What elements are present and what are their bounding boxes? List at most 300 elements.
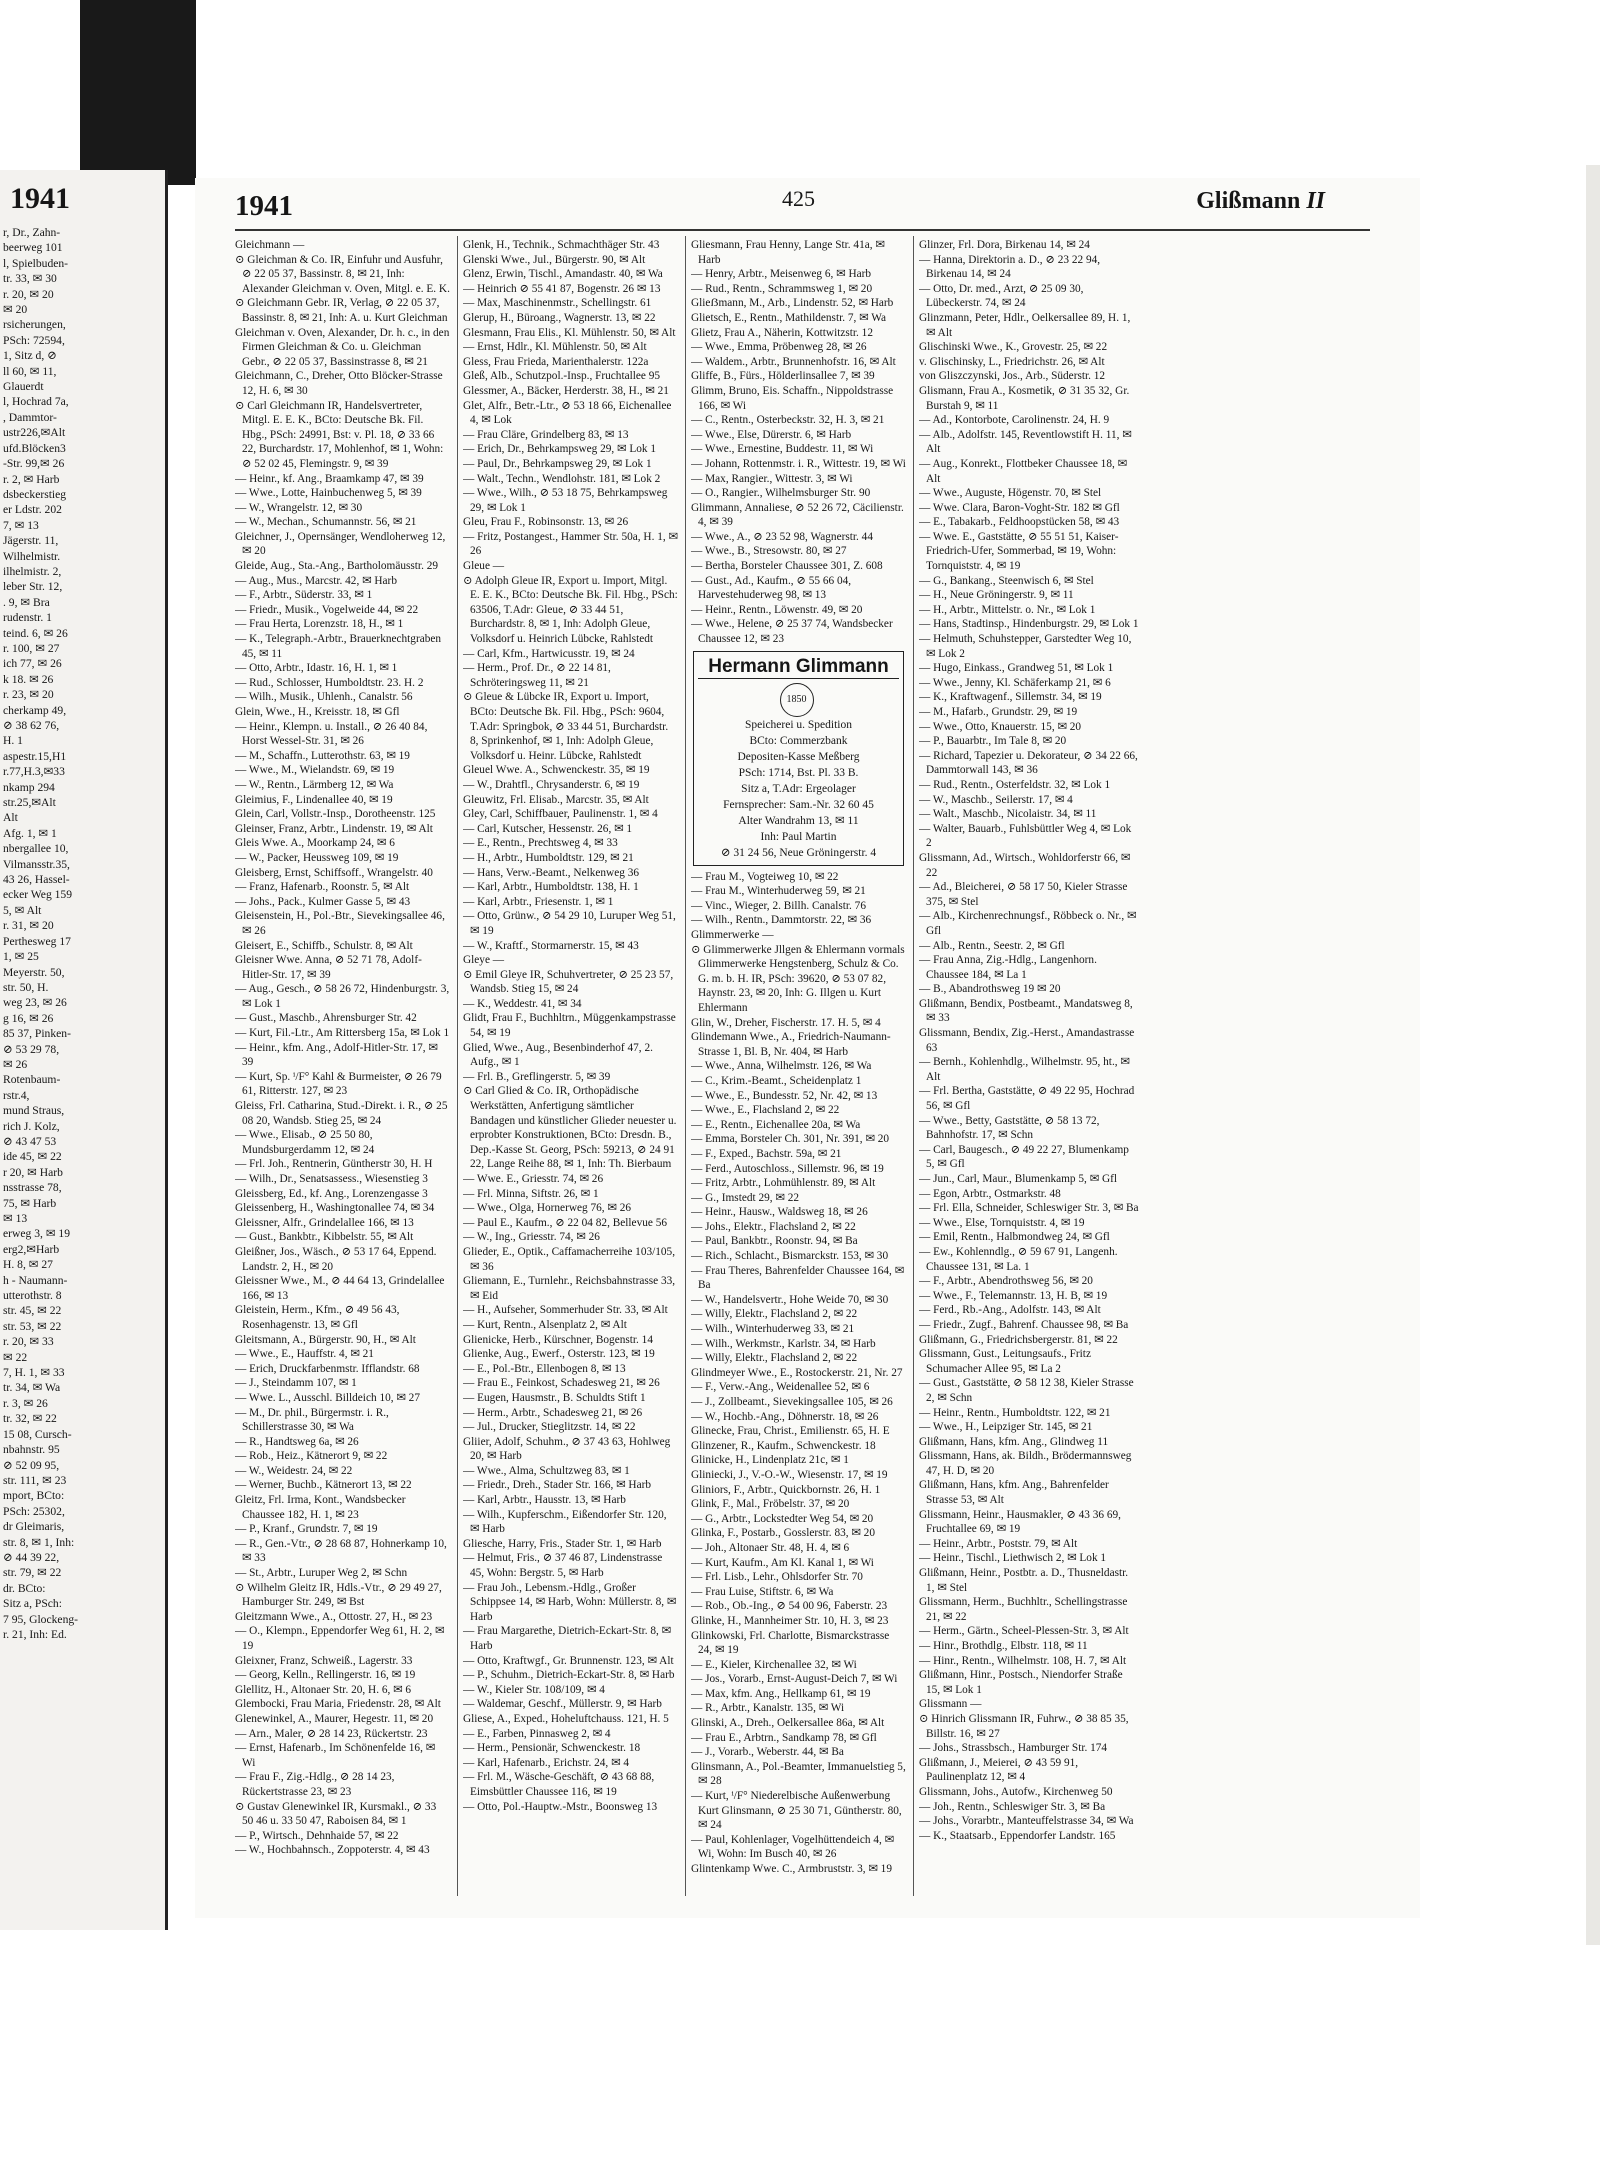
directory-entry: — Heinr., Hausw., Waldsweg 18, ✉ 26 [691,1206,868,1219]
directory-entry: — Heinrich ⊘ 55 41 87, Bogenstr. 26 ✉ 13 [463,282,661,295]
scan-black-margin [80,0,196,185]
directory-entry: Glinzmann, Peter, Hdlr., Oelkersallee 89, H. 1, ✉ Alt [919,311,1131,339]
directory-entry: Gliese, A., Exped., Hoheluftchauss. 121, H. 5 [463,1712,669,1725]
directory-entry: — Arn., Maler, ⊘ 28 14 23, Rückertstr. 23 [235,1727,428,1740]
directory-entry: Gleitsmann, A., Bürgerstr. 90, H., ✉ Alt [235,1333,416,1346]
directory-entry: — Fritz, Arbtr., Lohmühlenstr. 89, ✉ Alt [691,1177,876,1190]
directory-entry: Gleissner, Alfr., Grindelallee 166, ✉ 13 [235,1216,414,1229]
directory-entry: — Henry, Arbtr., Meisenweg 6, ✉ Harb [691,268,872,281]
directory-entry: — Ad., Kontorbote, Carolinenstr. 24, H. 9 [919,414,1110,427]
advertisement-line: Fernsprecher: Sam.-Nr. 32 60 45 [723,798,874,811]
directory-entry: — Wwe., Anna, Wilhelmstr. 126, ✉ Wa [691,1060,872,1073]
previous-page-line: str.25,✉Alt [3,796,56,810]
directory-entry: Glißmann, Hinr., Postsch., Niendorfer Straße 15, ✉ Lok 1 [919,1669,1123,1696]
directory-entry: Glet, Alfr., Betr.-Ltr., ⊘ 53 18 66, Eichenallee 4, ✉ Lok [463,399,672,427]
directory-entry: — Herm., Pensionär, Schwenckestr. 18 [463,1742,641,1755]
previous-page-line: Perthesweg 17 [3,934,71,948]
directory-entry: — Frau M., Vogteiweg 10, ✉ 22 [691,870,839,883]
directory-entry: Gleisenstein, H., Pol.-Btr., Sievekingsallee 46, ✉ 26 [235,910,445,937]
directory-entry: Gleissner Wwe., M., ⊘ 44 64 13, Grindelallee 166, ✉ 13 [235,1275,445,1302]
directory-entry: — P., Schuhm., Dietrich-Eckart-Str. 8, ✉ Harb [463,1669,675,1682]
directory-entry: — Johs., Strassbsch., Hamburger Str. 174 [919,1742,1108,1755]
directory-entry: — K., Weddestr. 41, ✉ 34 [463,997,582,1010]
directory-entry: ⊙ Wilhelm Gleitz IR, Hdls.-Vtr., ⊘ 29 49 27, Hamburger Str. 249, ✉ Bst [235,1581,442,1609]
directory-entry: Glinecke, Frau, Christ., Emilienstr. 65, H. E [691,1425,890,1438]
directory-entry: ⊙ Gleue & Lübcke IR, Export u. Import, BCto: Deutsche Bk. Fil. Hbg., PSch: 9604, T.Adr: Springbok, ⊘ 33 44 51, Burchardstr. 8, Sprinkenhof, ✉ 1, Inh: Adolph Gleue, Volksdorf u. Heinr. Lübcke, Rahlstedt [463,691,669,762]
directory-entry: Gleinser, Franz, Arbtr., Lindenstr. 19, ✉ Alt [235,822,433,835]
directory-entry: — Joh., Rentn., Schleswiger Str. 3, ✉ Ba [919,1800,1106,1813]
directory-entry: — Wwe., M., Wielandstr. 69, ✉ 19 [235,764,395,777]
directory-entry: Gleichmann, C., Dreher, Otto Blöcker-Strasse 12, H. 6, ✉ 30 [235,370,443,397]
directory-entry: Glißmann, Hans, kfm. Ang., Bahrenfelder Strasse 53, ✉ Alt [919,1479,1109,1507]
directory-entry: ⊙ Carl Glied & Co. IR, Orthopädische Werkstätten, Anfertigung sämtlicher Bandagen und künstlicher Glieder neuester u. erprobter Konstruktionen, BCto: Dresdn. B., Dep.-Kasse St. Georg, PSch: 59213, ⊘ 24 91 22, Lange Reihe 88, ✉ 1, Inh: Th. Bierbaum [463,1085,677,1171]
directory-entry: Glenewinkel, A., Maurer, Hegestr. 11, ✉ 20 [235,1712,434,1725]
directory-entry: — Ferd., Autoschloss., Sillemstr. 96, ✉ 19 [691,1162,884,1175]
directory-entry: — Rich., Schlacht., Bismarckstr. 153, ✉ 30 [691,1250,889,1263]
directory-entry: — M., Dr. phil., Bürgermstr. i. R., Schillerstrasse 30, ✉ Wa [235,1406,389,1434]
previous-page-line: ✉ 22 [3,1350,28,1364]
previous-page-line: nbergallee 10, [3,842,69,856]
directory-entry: — Wilh., Musik., Uhlenh., Canalstr. 56 [235,691,413,704]
directory-entry: — W., Hochbahnsch., Zoppoterstr. 4, ✉ 43 [235,1844,430,1857]
directory-entry: — W., Ing., Griesstr. 74, ✉ 26 [463,1231,600,1244]
directory-entry: — Ernst, Hdlr., Kl. Mühlenstr. 50, ✉ Alt [463,341,647,354]
directory-entry: Gleimius, F., Lindenallee 40, ✉ 19 [235,793,393,806]
directory-entry: — E., Kieler, Kirchenallee 32, ✉ Wi [691,1658,857,1671]
directory-entry: Glimmerwerke — [691,929,774,941]
directory-entry: — Emma, Borsteler Ch. 301, Nr. 391, ✉ 20 [691,1133,890,1146]
previous-page-line: Sitz a, PSch: [3,1597,62,1611]
directory-entry: — Wilh., Rentn., Dammtorstr. 22, ✉ 36 [691,914,872,927]
directory-entry: — Frau Joh., Lebensm.-Hdlg., Großer Schippsee 14, ✉ Harb, Wohn: Müllerstr. 8, ✉ Harb [463,1581,677,1623]
directory-entry: — Paul, Kohlenlager, Vogelhüttendeich 4, ✉ Wi, Wohn: Im Busch 40, ✉ 26 [691,1833,895,1861]
directory-entry: — H., Aufseher, Sommerhuder Str. 33, ✉ Alt [463,1304,668,1317]
directory-entry: — E., Tabakarb., Feldhoopstücken 58, ✉ 43 [919,516,1120,529]
column-divider [457,236,458,1896]
directory-entry: — Hugo, Einkass., Grandweg 51, ✉ Lok 1 [919,662,1114,675]
previous-page-line: str. 53, ✉ 22 [3,1319,62,1333]
previous-page-line: ⊘ 52 09 95, [3,1458,60,1472]
directory-entry: — Karl, Arbtr., Humboldtstr. 138, H. 1 [463,881,639,894]
directory-entry: Gleistein, Herm., Kfm., ⊘ 49 56 43, Rosenhagenstr. 13, ✉ Gfl [235,1304,400,1331]
directory-entry: Gleissenberg, H., Washingtonallee 74, ✉ 34 [235,1202,435,1215]
directory-entry: — Wwe. L., Ausschl. Billdeich 10, ✉ 27 [235,1391,420,1404]
directory-entry: — Heinr., kf. Ang., Braamkamp 47, ✉ 39 [235,472,424,485]
directory-entry: — Karl, Arbtr., Hausstr. 13, ✉ Harb [463,1494,626,1507]
previous-page-line: -Str. 99,✉ 26 [3,457,65,471]
directory-entry: — Wwe., E., Bundesstr. 52, Nr. 42, ✉ 13 [691,1089,878,1102]
directory-entry: Glidt, Frau F., Buchhltrn., Müggenkampstrasse 54, ✉ 19 [463,1012,676,1040]
directory-entry: — Emil, Rentn., Halbmondweg 24, ✉ Gfl [919,1231,1110,1244]
previous-page-line: erweg 3, ✉ 19 [3,1227,71,1241]
directory-entry: — E., Pol.-Btr., Ellenbogen 8, ✉ 13 [463,1362,626,1375]
previous-page-line: mport, BCto: [3,1489,65,1503]
column-divider [913,236,914,1896]
advertisement-line: Inh: Paul Martin [760,830,837,843]
directory-entry: — W., Maschb., Seilerstr. 17, ✉ 4 [919,793,1073,806]
header-rule [235,229,1370,231]
advertisement-title: Hermann Glimmann [698,656,899,679]
directory-entry: — Ad., Bleicherei, ⊘ 58 17 50, Kieler Strasse 375, ✉ Stel [919,881,1128,908]
directory-entry: Glenk, H., Technik., Schmachthäger Str. 43 [463,239,660,251]
directory-entry: — Paul E., Kaufm., ⊘ 22 04 82, Bellevue 56 [463,1216,667,1229]
previous-page-line: nsstrasse 78, [3,1181,62,1195]
directory-entry: — Friedr., Zugf., Bahrenf. Chaussee 98, ✉ Ba [919,1318,1129,1331]
previous-page-line: r. 21, Inh: Ed. [3,1627,67,1641]
directory-entry: Glismann, Frau A., Kosmetik, ⊘ 31 35 32, Gr. Burstah 9, ✉ 11 [919,384,1130,412]
directory-entry: Glimmann, Annaliese, ⊘ 52 26 72, Cäcilienstr. 4, ✉ 39 [691,501,904,529]
directory-entry: — Rud., Rentn., Osterfeldstr. 32, ✉ Lok 1 [919,778,1111,791]
previous-page-line: l, Hochrad 7a, [3,395,69,409]
previous-page-line: 85 37, Pinken- [3,1027,71,1041]
previous-page-line: r. 2, ✉ Harb [3,472,60,486]
directory-entry: — R., Gen.-Vtr., ⊘ 28 68 87, Hohnerkamp 10, ✉ 33 [235,1537,447,1565]
previous-page-line: Vilmansstr.35, [3,857,70,871]
directory-entry: Glißmann, Heinr., Postbtr. a. D., Thusneldastr. 1, ✉ Stel [919,1567,1129,1594]
directory-entry: — Wwe., Jenny, Kl. Schäferkamp 21, ✉ 6 [919,676,1111,689]
directory-entry: — K., Staatsarb., Eppendorfer Landstr. 165 [919,1829,1116,1842]
directory-entry: — Max, Rangier., Wittestr. 3, ✉ Wi [691,472,853,485]
directory-entry: — Vinc., Wieger, 2. Billh. Canalstr. 76 [691,899,866,912]
previous-page-year: 1941 [10,182,70,215]
directory-entry: — C., Rentn., Osterbeckstr. 32, H. 3, ✉ 21 [691,414,885,427]
directory-entry: — W., Packer, Heussweg 109, ✉ 19 [235,851,399,864]
directory-entry: — H., Arbtr., Humboldtstr. 129, ✉ 21 [463,851,634,864]
directory-entry: — Frau Margarethe, Dietrich-Eckart-Str. 8, ✉ Harb [463,1625,672,1652]
previous-page-line: r. 23, ✉ 20 [3,688,54,702]
previous-page-line: ✉ 20 [3,303,28,317]
directory-entry: Glissmann, Johs., Autofw., Kirchenweg 50 [919,1785,1113,1798]
directory-entry: — Otto, Dr. med., Arzt, ⊘ 25 09 30, Lübeckerstr. 74, ✉ 24 [919,282,1084,310]
directory-entry: — Kurt, Fil.-Ltr., Am Rittersberg 15a, ✉ Lok 1 [235,1027,450,1040]
directory-entry: Glinski, A., Dreh., Oelkersallee 86a, ✉ Alt [691,1717,885,1730]
directory-entry: — Wilh., Dr., Senatsassess., Wiesenstieg 3 [235,1173,428,1185]
directory-entry: Glissmann, Gust., Leitungsaufs., Fritz Schumacher Allee 95, ✉ La 2 [919,1348,1091,1375]
directory-column-4 [919,238,1139,1893]
previous-page-line: teind. 6, ✉ 26 [3,626,68,640]
previous-page-line: ⊘ 43 47 53 [3,1134,57,1148]
directory-entry: — F., Arbtr., Süderstr. 33, ✉ 1 [235,589,373,602]
previous-page-line: nkamp 294 [3,780,55,794]
previous-page-line: Wilhelmistr. [3,549,61,563]
directory-entry: Glembocki, Frau Maria, Friedenstr. 28, ✉ Alt [235,1698,441,1711]
directory-entry: — O., Rangier., Wilhelmsburger Str. 90 [691,487,871,500]
directory-entry: — Franz, Hafenarb., Roonstr. 5, ✉ Alt [235,881,410,894]
previous-page-line: ecker Weg 159 [3,888,73,902]
directory-entry: — Johann, Rottenmstr. i. R., Wittestr. 19, ✉ Wi [691,457,906,470]
directory-entry: Gleissberg, Ed., kf. Ang., Lorenzengasse 3 [235,1187,428,1200]
directory-entry: — Kurt, Sp. ⁱ/F° Kahl & Burmeister, ⊘ 26 79 61, Ritterstr. 127, ✉ 23 [235,1070,442,1098]
advertisement-line: PSch: 1714, Bst. Pl. 33 B. [738,766,859,779]
directory-entry: — Friedr., Musik., Vogelweide 44, ✉ 22 [235,603,419,616]
previous-page-line: r. 100, ✉ 27 [3,641,60,655]
directory-entry: — G., Imstedt 29, ✉ 22 [691,1191,799,1204]
previous-page-line: tr. 33, ✉ 30 [3,272,57,286]
previous-page-line: r, Dr., Zahn- [3,226,61,239]
previous-page-line: k 18. ✉ 26 [3,672,54,686]
directory-entry: — Wwe., Wilh., ⊘ 53 18 75, Behrkampsweg 29, ✉ Lok 1 [463,487,668,514]
directory-entry: — Wilh., Werkmstr., Karlstr. 34, ✉ Harb [691,1337,876,1350]
directory-entry: — O., Klempn., Eppendorfer Weg 61, H. 2, ✉ 19 [235,1625,445,1652]
directory-entry: — Aug., Mus., Marcstr. 42, ✉ Harb [235,574,397,587]
directory-entry: ⊙ Adolph Gleue IR, Export u. Import, Mitgl. E. E. K., BCto: Deutsche Bk. Fil. Hbg., PSch: 63506, T.Adr: Gleue, ⊘ 33 44 51, Burchardstr. 8, ✉ 1, Inh: Adolph Gleue, Volksdorf u. Heinrich Lübcke, Rahlstedt [463,574,678,646]
directory-entry: — Ferd., Rb.-Ang., Adolfstr. 143, ✉ Alt [919,1304,1101,1317]
previous-page-line: Afg. 1, ✉ 1 [3,826,57,840]
directory-entry: — K., Telegraph.-Arbtr., Brauerknechtgraben 45, ✉ 11 [235,633,442,660]
directory-entry: Gleiss, Frl. Catharina, Stud.-Direkt. i. R., ⊘ 25 08 20, Wandsb. Stieg 25, ✉ 24 [235,1100,448,1127]
directory-entry: — K., Kraftwagenf., Sillemstr. 34, ✉ 19 [919,691,1102,704]
directory-entry: Glinkowski, Frl. Charlotte, Bismarckstrasse 24, ✉ 19 [691,1629,890,1657]
directory-entry: — Waldemar, Geschf., Müllerstr. 9, ✉ Harb [463,1698,662,1711]
previous-page-line: Jägerstr. 11, [3,534,59,548]
directory-entry: — Alb., Adolfstr. 145, Reventlowstift H. 11, ✉ Alt [919,428,1132,456]
previous-page-line: h - Naumann- [3,1273,68,1287]
directory-entry: Glellitz, H., Altonaer Str. 20, H. 6, ✉ 6 [235,1683,412,1696]
directory-entry: — Wwe., Emma, Pröbenweg 28, ✉ 26 [691,341,867,354]
previous-page-line: beerweg 101 [3,241,63,255]
previous-page-line: ✉ 26 [3,1057,28,1071]
previous-page-line: tr. 32, ✉ 22 [3,1412,57,1426]
directory-entry: — Frau Herta, Lorenzstr. 18, H., ✉ 1 [235,618,404,631]
directory-entry: Glenz, Erwin, Tischl., Amandastr. 40, ✉ Wa [463,268,663,281]
directory-entry: — Wwe., Ernestine, Buddestr. 11, ✉ Wi [691,443,874,456]
directory-entry: — Frau Anna, Zig.-Hdlg., Langenhorn. Chaussee 184, ✉ La 1 [919,954,1097,981]
previous-page-line: str. 79, ✉ 22 [3,1566,62,1580]
directory-entry: — Wwe., Lotte, Hainbuchenweg 5, ✉ 39 [235,487,422,500]
directory-entry: Glissmann, Bendix, Zig.-Herst., Amandastrasse 63 [919,1027,1135,1054]
previous-page-line: ilhelmistr. 2, [3,564,62,578]
directory-entry: Glink, F., Mal., Fröbelstr. 37, ✉ 20 [691,1498,850,1511]
directory-entry: — P., Bauarbtr., Im Tale 8, ✉ 20 [919,735,1067,748]
directory-entry: Glindemann Wwe., A., Friedrich-Naumann-Strasse 1, Bl. B, Nr. 404, ✉ Harb [691,1031,891,1058]
previous-page-line: str. 45, ✉ 22 [3,1304,62,1318]
directory-entry: — Wilh., Kupferschm., Eißendorfer Str. 120, ✉ Harb [463,1508,667,1536]
directory-entry: — Rob., Heiz., Kätnerort 9, ✉ 22 [235,1450,388,1463]
previous-page-line: weg 23, ✉ 26 [3,996,67,1010]
directory-entry: — Eugen, Hausmstr., B. Schuldts Stift 1 [463,1391,646,1404]
directory-entry: — W., Kieler Str. 108/109, ✉ 4 [463,1683,605,1696]
directory-entry: Glienke, Aug., Ewerf., Osterstr. 123, ✉ 19 [463,1348,655,1361]
directory-page [195,178,1420,1918]
previous-page-line: nbahnstr. 95 [3,1443,60,1457]
directory-entry: Gleichman v. Oven, Alexander, Dr. h. c., in den Firmen Gleichman & Co. u. Gleichman Gebr., ⊘ 22 05 37, Bassinstrasse 8, ✉ 21 [235,326,450,368]
directory-entry: — F., Exped., Bachstr. 59a, ✉ 21 [691,1147,842,1160]
directory-entry: Glißmann, Hans, kfm. Ang., Glindweg 11 [919,1435,1109,1448]
previous-page-line: rich J. Kolz, [3,1119,60,1133]
directory-entry: — Ernst, Hafenarb., Im Schönenfelde 16, ✉ Wi [235,1742,436,1769]
directory-entry: Gleß, Alb., Schutzpol.-Insp., Fruchtallee 95 [463,370,661,383]
directory-entry: von Gliszczynski, Jos., Arb., Süderstr. 12 [919,370,1106,383]
previous-page-line: . 9, ✉ Bra [3,595,50,609]
directory-entry: — Frau Theres, Bahrenfelder Chaussee 164, ✉ Ba [691,1264,905,1292]
directory-entry: — Jos., Vorarb., Ernst-August-Deich 7, ✉ Wi [691,1673,898,1686]
directory-entry: — Frl. Joh., Rentnerin, Güntherstr 30, H. H [235,1158,433,1171]
directory-entry: — Fritz, Postangest., Hammer Str. 50a, H. 1, ✉ 26 [463,530,678,558]
directory-entry: — Rud., Schlosser, Humboldtstr. 23. H. 2 [235,676,424,689]
directory-entry: — Walter, Bauarb., Fuhlsbüttler Weg 4, ✉ Lok 2 [919,822,1132,850]
directory-entry: — Gust., Bankbtr., Kibbelstr. 55, ✉ Alt [235,1231,414,1244]
directory-entry: — J., Zollbeamt., Sievekingsallee 105, ✉ 26 [691,1396,893,1408]
directory-entry: Gleuwitz, Frl. Elisab., Marcstr. 35, ✉ Alt [463,793,649,806]
advertisement-line: BCto: Commerzbank [749,734,848,747]
previous-page-line: rudenstr. 1 [3,611,52,625]
directory-entry: — Carl, Baugesch., ⊘ 49 22 27, Blumenkamp 5, ✉ Gfl [919,1143,1129,1171]
directory-entry: — Erich, Dr., Behrkampsweg 29, ✉ Lok 1 [463,443,657,456]
previous-page-line: ⊘ 44 39 22, [3,1550,60,1564]
directory-entry: — Heinr., Rentn., Löwenstr. 49, ✉ 20 [691,603,863,616]
directory-entry: Gliniors, F., Arbtr., Quickbornstr. 26, H. 1 [691,1483,881,1496]
directory-entry: — B., Abandrothsweg 19 ✉ 20 [919,983,1061,996]
directory-entry: Glimm, Bruno, Eis. Schaffn., Nippoldstrasse 166, ✉ Wi [691,384,894,412]
directory-entry: — Karl, Arbtr., Friesenstr. 1, ✉ 1 [463,895,614,908]
directory-entry: Glied, Wwe., Aug., Besenbinderhof 47, 2. Aufg., ✉ 1 [463,1041,653,1069]
directory-entry: — Hans, Stadtinsp., Hindenburgstr. 29, ✉ Lok 1 [919,618,1139,631]
directory-entry: ⊙ Glimmerwerke Jllgen & Ehlermann vormals Glimmerwerke Hengstenberg, Schulz & Co. G. m. b. H. IR, PSch: 39620, ⊘ 53 07 82, Haynstr. 23, ✉ 20, Inh: G. Illgen u. Kurt Ehlermann [691,943,905,1014]
directory-entry: Gleitz, Frl. Irma, Kont., Wandsbecker Chaussee 182, H. 1, ✉ 23 [235,1494,406,1521]
previous-page-line: g 16, ✉ 26 [3,1011,54,1025]
previous-page-line: r 20, ✉ Harb [3,1165,63,1179]
directory-entry: — Wwe. Clara, Baron-Voght-Str. 182 ✉ Gfl [919,501,1120,514]
directory-entry: — Herm., Gärtn., Scheel-Plessen-Str. 3, ✉ Alt [919,1625,1129,1638]
directory-entry: — W., Drahtfl., Chrysanderstr. 6, ✉ 19 [463,778,640,791]
directory-entry: — W., Rentn., Lärmberg 12, ✉ Wa [235,778,394,791]
directory-entry: — Wwe. E., Griesstr. 74, ✉ 26 [463,1173,604,1185]
directory-entry: — Kurt, ⁱ/F° Niederelbische Außenwerbung Kurt Glinsmann, ⊘ 25 30 71, Güntherstr. 80, ✉ 24 [691,1790,902,1832]
page-year: 1941 [235,190,293,222]
directory-entry: — Johs., Vorarbtr., Manteuffelstrasse 34, ✉ Wa [919,1815,1134,1828]
directory-entry: Gless, Frau Frieda, Marienthalerstr. 122a [463,355,649,368]
directory-entry: — Jun., Carl, Maur., Blumenkamp 5, ✉ Gfl [919,1173,1118,1185]
directory-entry: — Hinr., Rentn., Wilhelmstr. 108, H. 7, ✉ Alt [919,1654,1127,1667]
advertisement-line: Speicherei u. Spedition [745,718,852,731]
directory-entry: — Hanna, Direktorin a. D., ⊘ 23 22 94, Birkenau 14, ✉ 24 [919,253,1101,281]
scan-right-edge [1586,165,1600,1945]
previous-page-line: dr Gleimaris, [3,1520,65,1534]
directory-entry: Glin, W., Dreher, Fischerstr. 17. H. 5, ✉ 4 [691,1016,881,1029]
directory-entry: — R., Handtsweg 6a, ✉ 26 [235,1435,359,1448]
advertisement-line: Sitz a, T.Adr: Ergeolager [741,782,856,795]
directory-entry: — M., Hafarb., Grundstr. 29, ✉ 19 [919,706,1078,718]
directory-entry: — W., Wrangelstr. 12, ✉ 30 [235,501,363,514]
directory-entry: — Wwe., Otto, Knauerstr. 15, ✉ 20 [919,720,1082,733]
previous-page-line: Glauerdt [3,380,44,394]
previous-page-line: 75, ✉ Harb [3,1196,57,1210]
directory-entry: — Aug., Gesch., ⊘ 58 26 72, Hindenburgstr. 3, ✉ Lok 1 [235,983,450,1010]
directory-entry: — Aug., Konrekt., Flottbeker Chaussee 18, ✉ Alt [919,457,1128,485]
directory-entry: Gleißner, Jos., Wäsch., ⊘ 53 17 64, Eppend. Landstr. 2, H., ✉ 20 [235,1245,437,1273]
directory-entry: Gliesche, Harry, Fris., Stader Str. 1, ✉ Harb [463,1537,662,1550]
directory-entry: Gleu, Frau F., Robinsonstr. 13, ✉ 26 [463,516,629,529]
advertisement-line: ⊘ 31 24 56, Neue Gröningerstr. 4 [720,846,877,859]
running-title [1196,188,1325,215]
directory-entry: — E., Rentn., Prechtsweg 4, ✉ 33 [463,837,618,850]
directory-entry: Glinke, H., Mannheimer Str. 10, H. 3, ✉ 23 [691,1614,889,1627]
directory-entry: — Frau E., Feinkost, Schadesweg 21, ✉ 26 [463,1377,660,1390]
directory-entry: Gliier, Adolf, Schuhm., ⊘ 37 43 63, Hohlweg 20, ✉ Harb [463,1435,671,1463]
directory-entry: Gliffe, B., Fürs., Hölderlinsallee 7, ✉ 39 [691,370,875,383]
directory-entry: — Johs., Elektr., Flachsland 2, ✉ 22 [691,1220,856,1233]
directory-entry: — Egon, Arbtr., Ostmarkstr. 48 [919,1187,1061,1200]
directory-entry: — Otto, Grünw., ⊘ 54 29 10, Luruper Weg 51, ✉ 19 [463,910,676,937]
directory-entry: Glinzener, R., Kaufm., Schwenckestr. 18 [691,1439,876,1452]
directory-entry: — Wwe., Alma, Schultzweg 83, ✉ 1 [463,1464,630,1477]
directory-entry: — F., Verw.-Ang., Weidenallee 52, ✉ 6 [691,1381,870,1394]
directory-entry: — Hans, Verw.-Beamt., Nelkenweg 36 [463,866,640,879]
directory-entry: — Frl. B., Greflingerstr. 5, ✉ 39 [463,1070,611,1083]
directory-entry: — P., Wirtsch., Dehnhaide 57, ✉ 22 [235,1829,399,1842]
directory-entry: — Bertha, Borsteler Chaussee 301, Z. 608 [691,560,883,573]
directory-entry: Glischinski Wwe., K., Grovestr. 25, ✉ 22 [919,341,1108,354]
directory-entry: — Carl, Kutscher, Hessenstr. 26, ✉ 1 [463,822,633,835]
directory-column-1 [235,238,450,1893]
directory-entry: — Helmuth, Schuhstepper, Garstedter Weg 10, ✉ Lok 2 [919,633,1132,660]
directory-entry: — Wwe., E., Hauffstr. 4, ✉ 21 [235,1348,374,1361]
directory-entry: Gley, Carl, Schiffbauer, Paulinenstr. 1, ✉ 4 [463,808,658,821]
previous-page-line: r. 31, ✉ 20 [3,919,54,933]
directory-entry: Gleisberg, Ernst, Schiffsoff., Wrangelstr. 40 [235,866,433,879]
directory-entry: — Walt., Maschb., Nicolaistr. 34, ✉ 11 [919,808,1097,821]
directory-entry: Glissmann, Ad., Wirtsch., Wohldorferstr 66, ✉ 22 [919,851,1131,879]
directory-entry: Glienicke, Herb., Kürschner, Bogenstr. 14 [463,1333,653,1346]
previous-page-line: l, Spielbuden- [3,256,69,270]
previous-page-line: ustr226,✉Alt [3,426,66,440]
directory-entry: — G., Arbtr., Lockstedter Weg 54, ✉ 20 [691,1512,874,1525]
directory-entry: — Wwe., Betty, Gaststätte, ⊘ 58 13 72, Bahnhofstr. 17, ✉ Schn [919,1114,1100,1142]
directory-entry: — Frl. Ella, Schneider, Schleswiger Str. 3, ✉ Ba [919,1202,1139,1215]
directory-entry: Glindmeyer Wwe., E., Rostockerstr. 21, Nr. 27 [691,1366,903,1379]
directory-entry: ⊙ Gleichman & Co. IR, Einfuhr und Ausfuhr, ⊘ 22 05 37, Bassinstr. 8, ✉ 21, Inh: Alexander Gleichman v. Oven, Mitgl. e. E. K. [235,253,450,295]
previous-page-line: 7, ✉ 13 [3,518,39,532]
previous-page-line: er Ldstr. 202 [3,503,62,517]
advertisement-box [693,651,904,866]
directory-entry: Glesmann, Frau Elis., Kl. Mühlenstr. 50, ✉ Alt [463,326,676,339]
directory-entry: — Alb., Kirchenrechnungsf., Röbbeck o. Nr., ✉ Gfl [919,910,1137,937]
previous-page-line: PSch: 72594, [3,333,65,347]
directory-entry: — Jul., Drucker, Stieglitzstr. 14, ✉ 22 [463,1421,636,1434]
advertisement-line: Depositen-Kasse Meßberg [737,750,860,763]
directory-entry: Glißmann, G., Friedrichsbergerstr. 81, ✉ 22 [919,1333,1118,1346]
directory-entry: v. Glischinsky, L., Friedrichstr. 26, ✉ Alt [919,355,1105,368]
directory-entry: Gliniecki, J., V.-O.-W., Wiesenstr. 17, ✉ 19 [691,1468,888,1481]
company-seal-icon: 1850 [780,683,814,717]
previous-page-line: mund Straus, [3,1104,65,1118]
previous-page-line: ufd.Blöcken3 [3,441,66,455]
directory-entry: — G., Bankang., Steenwisch 6, ✉ Stel [919,574,1094,587]
directory-entry: — Frau Luise, Stiftstr. 6, ✉ Wa [691,1585,834,1598]
directory-entry: — Wilh., Winterhuderweg 33, ✉ 21 [691,1323,855,1336]
directory-entry: ⊙ Carl Gleichmann IR, Handelsvertreter, Mitgl. E. E. K., BCto: Deutsche Bk. Fil. Hbg., PSch: 24991, Bst: v. Pl. 18, ⊘ 33 66 22, Burchardstr. 17, Mohlenhof, ✉ 1, Wohn: ⊘ 52 02 45, Flemingstr. 9, ✉ 39 [235,399,444,470]
directory-entry: — Frau Cläre, Grindelberg 83, ✉ 13 [463,428,629,441]
previous-page-line: 7, H. 1, ✉ 33 [3,1366,65,1380]
directory-entry: — Frl. Minna, Siftstr. 26, ✉ 1 [463,1187,599,1200]
directory-entry: — Wwe., Auguste, Högenstr. 70, ✉ Stel [919,487,1102,500]
directory-entry: — Frl. Lisb., Lehr., Ohlsdorfer Str. 70 [691,1571,863,1584]
directory-entry: Gleis Wwe. A., Moorkamp 24, ✉ 6 [235,837,395,850]
previous-page-line: 15 08, Cursch- [3,1427,72,1441]
previous-page-line: utterothstr. 8 [3,1289,62,1303]
running-title-section: II [1306,188,1325,214]
directory-entry: Glinsmann, A., Pol.-Beamter, Immanuelstieg 5, ✉ 28 [691,1760,906,1788]
directory-entry: — E., Farben, Pinnasweg 2, ✉ 4 [463,1727,611,1740]
previous-page-line: PSch: 25302, [3,1504,65,1518]
directory-entry: — Wwe., Olga, Hornerweg 76, ✉ 26 [463,1202,632,1215]
directory-entry: — F., Arbtr., Abendrothsweg 56, ✉ 20 [919,1275,1093,1288]
directory-entry: — Wwe., E., Flachsland 2, ✉ 22 [691,1104,840,1117]
previous-page-line: ⊘ 53 29 78, [3,1042,60,1056]
directory-entry: — Alb., Rentn., Seestr. 2, ✉ Gfl [919,939,1065,952]
directory-entry: Glissmann, Herm., Buchhltr., Schellingstrasse 21, ✉ 22 [919,1596,1128,1623]
directory-entry: Gleuel Wwe. A., Schwenckestr. 35, ✉ 19 [463,764,650,777]
